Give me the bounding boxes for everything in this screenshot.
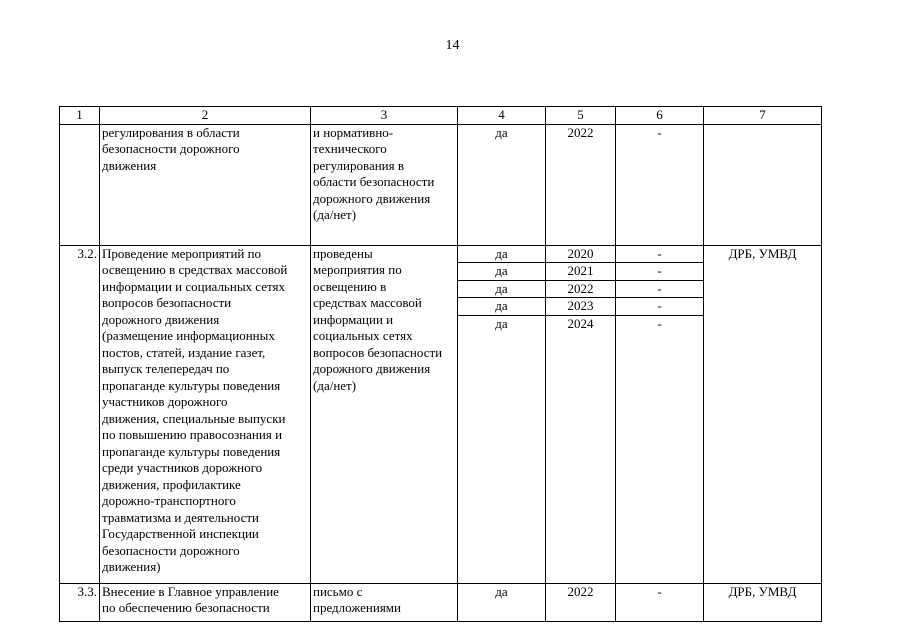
- year-subcell: [546, 245, 616, 583]
- measure-line: по обеспечению безопасности: [102, 600, 270, 615]
- measure-line: Проведение мероприятий по: [102, 245, 262, 261]
- year-cell: 2020: [567, 245, 594, 261]
- year-cell: 2024: [546, 315, 615, 332]
- indicator-line: вопросов безопасности: [313, 344, 443, 360]
- measure-line: травматизма и деятельности: [102, 509, 259, 525]
- indicator-line: освещению в: [313, 278, 387, 294]
- measure-line: пропаганде культуры поведения: [102, 377, 281, 393]
- indicator-line: предложениями: [313, 600, 401, 615]
- measure-line: среди участников дорожного: [102, 460, 263, 475]
- value-cell: да: [495, 245, 508, 261]
- measure-cell: [100, 124, 311, 245]
- year-cell: 2022: [546, 280, 615, 298]
- indicator-cell: [311, 245, 458, 583]
- col6-subcell: [616, 245, 704, 583]
- header-cell: 3: [311, 107, 458, 125]
- header-cell: 7: [704, 107, 822, 125]
- measure-line: регулирования в области: [102, 124, 240, 140]
- table-row: [60, 124, 822, 245]
- measure-line: безопасности дорожного: [102, 141, 240, 156]
- col6-cell: -: [616, 583, 704, 621]
- indicator-line: регулирования в: [313, 157, 404, 173]
- indicator-line: технического: [313, 141, 387, 156]
- indicator-line: (да/нет): [313, 377, 357, 393]
- year-cell: 2022: [546, 583, 616, 621]
- indicator-line: дорожного движения: [313, 361, 431, 376]
- header-cell: 6: [616, 107, 704, 125]
- measure-line: информации и социальных сетях: [102, 278, 285, 294]
- row-number: 3.2.: [60, 245, 100, 583]
- measure-line: вопросов безопасности: [102, 295, 232, 310]
- year-subtable: [546, 246, 615, 333]
- measure-line: участников дорожного: [102, 394, 228, 409]
- value-cell: да: [458, 263, 545, 281]
- col6-cell: -: [657, 245, 662, 261]
- indicator-line: дорожного движения: [313, 190, 431, 206]
- col6-cell: -: [616, 280, 703, 298]
- indicator-cell: [311, 124, 458, 245]
- indicator-line: и нормативно-: [313, 124, 394, 140]
- col6-cell: -: [616, 263, 703, 281]
- measure-line: выпуск телепередач по: [102, 361, 230, 376]
- page-number: 14: [445, 38, 460, 53]
- indicator-line: области безопасности: [313, 174, 435, 189]
- measure-line: освещению в средствах массовой: [102, 262, 288, 277]
- value-cell: да: [458, 315, 545, 332]
- value-subcell: [458, 245, 546, 583]
- header-cell: 2: [100, 107, 311, 125]
- measure-line: дорожно-транспортного: [102, 493, 236, 508]
- measure-line: безопасности дорожного: [102, 542, 240, 558]
- measure-line: Внесение в Главное управление: [102, 583, 279, 599]
- value-cell: да: [458, 280, 545, 298]
- value-cell: да: [458, 124, 546, 245]
- header-cell: 1: [60, 107, 100, 125]
- year-cell: 2022: [546, 124, 616, 245]
- value-cell: да: [458, 298, 545, 316]
- measure-line: Государственной инспекции: [102, 526, 259, 541]
- executor-cell: ДРБ, УМВД: [704, 245, 822, 583]
- header-cell: 5: [546, 107, 616, 125]
- executor-cell: [704, 124, 822, 245]
- table-header-row: [60, 107, 822, 125]
- measure-line: постов, статей, издание газет,: [102, 344, 266, 360]
- year-cell: 2023: [546, 298, 615, 316]
- indicator-line: средствах массовой: [313, 295, 422, 310]
- measure-cell: [100, 245, 311, 583]
- measure-line: движения, специальные выпуски: [102, 410, 286, 426]
- measure-line: по повышению правосознания и: [102, 427, 283, 442]
- header-cell: 4: [458, 107, 546, 125]
- table-row: [60, 583, 822, 621]
- value-cell: да: [458, 583, 546, 621]
- indicator-line: мероприятия по: [313, 262, 402, 277]
- indicator-line: письмо с: [313, 583, 363, 599]
- indicator-line: проведены: [313, 245, 373, 261]
- col6-subtable: [616, 246, 703, 333]
- measure-line: движения): [102, 559, 161, 574]
- row-number: [60, 124, 100, 245]
- value-subtable: [458, 246, 545, 333]
- measure-cell: [100, 583, 311, 621]
- year-cell: 2021: [546, 263, 615, 281]
- measures-table: [59, 106, 822, 622]
- measure-line: пропаганде культуры поведения: [102, 443, 281, 459]
- col6-cell: -: [616, 124, 704, 245]
- col6-cell: -: [616, 298, 703, 316]
- executor-cell: ДРБ, УМВД: [704, 583, 822, 621]
- indicator-line: информации и: [313, 311, 394, 327]
- table-row: [60, 245, 822, 583]
- indicator-cell: [311, 583, 458, 621]
- measure-line: дорожного движения: [102, 311, 220, 327]
- indicator-line: (да/нет): [313, 207, 357, 222]
- col6-cell: -: [616, 315, 703, 332]
- measure-line: движения: [102, 157, 157, 173]
- row-number: 3.3.: [60, 583, 100, 621]
- indicator-line: социальных сетях: [313, 328, 413, 343]
- measure-line: движения, профилактике: [102, 476, 241, 492]
- measure-line: (размещение информационных: [102, 328, 275, 343]
